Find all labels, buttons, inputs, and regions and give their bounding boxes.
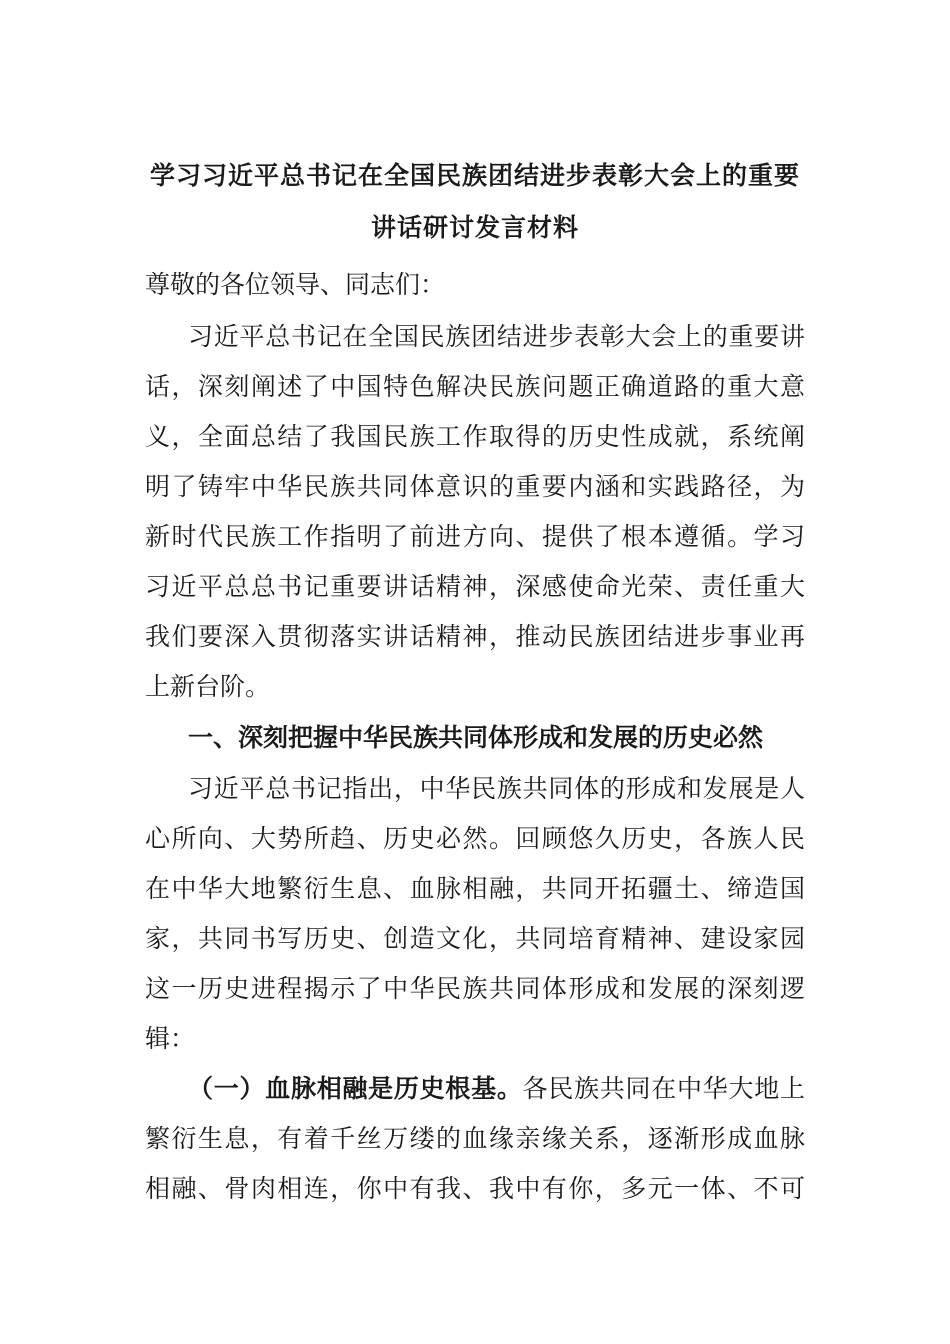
subsection-1-lead-rest: 各民族共同在中华大地上	[522, 1074, 805, 1103]
document-title-line-1: 学习习近平总书记在全国民族团结进步表彰大会上的重要	[149, 161, 800, 190]
document-title-line-2: 讲话研讨发言材料	[370, 213, 579, 242]
section-1-paragraph-line: 习近平总书记指出，中华民族共同体的形成和发展是人	[188, 774, 805, 803]
intro-paragraph-line: 我们要深入贯彻落实讲话精神，推动民族团结进步事业再	[145, 622, 805, 651]
salutation: 尊敬的各位领导、同志们：	[145, 270, 446, 299]
section-1-paragraph-line: 心所向、大势所趋、历史必然。回顾悠久历史，各族人民	[145, 824, 805, 853]
section-1-paragraph-line: 这一历史进程揭示了中华民族共同体形成和发展的深刻逻	[145, 974, 805, 1003]
intro-paragraph-line: 习近平总书记在全国民族团结进步表彰大会上的重要讲	[188, 322, 805, 351]
section-1-paragraph-line: 在中华大地繁衍生息、血脉相融，共同开拓疆土、缔造国	[145, 874, 805, 903]
intro-paragraph-line: 习近平总总书记重要讲话精神，深感使命光荣、责任重大	[145, 572, 805, 601]
section-1-paragraph-line: 辑：	[145, 1024, 196, 1053]
subsection-1-paragraph-line: 繁衍生息，有着千丝万缕的血缘亲缘关系，逐渐形成血脉	[145, 1124, 805, 1153]
section-1-paragraph-line: 家，共同书写历史、创造文化，共同培育精神、建设家园	[145, 924, 805, 953]
intro-paragraph-line: 义，全面总结了我国民族工作取得的历史性成就，系统阐	[145, 422, 805, 451]
subsection-1-paragraph-line: 相融、骨肉相连，你中有我、我中有你，多元一体、不可	[145, 1174, 805, 1203]
intro-paragraph-line: 上新台阶。	[145, 672, 271, 701]
subsection-1-first-line	[188, 1064, 805, 1114]
section-1-heading: 一、深刻把握中华民族共同体形成和发展的历史必然	[188, 723, 764, 752]
intro-paragraph-line: 明了铸牢中华民族共同体意识的重要内涵和实践路径，为	[145, 472, 805, 501]
intro-paragraph-line: 话，深刻阐述了中国特色解决民族问题正确道路的重大意	[145, 372, 805, 401]
intro-paragraph-line: 新时代民族工作指明了前进方向、提供了根本遵循。学习	[145, 522, 805, 551]
subsection-1-lead: （一）血脉相融是历史根基。	[188, 1074, 523, 1103]
